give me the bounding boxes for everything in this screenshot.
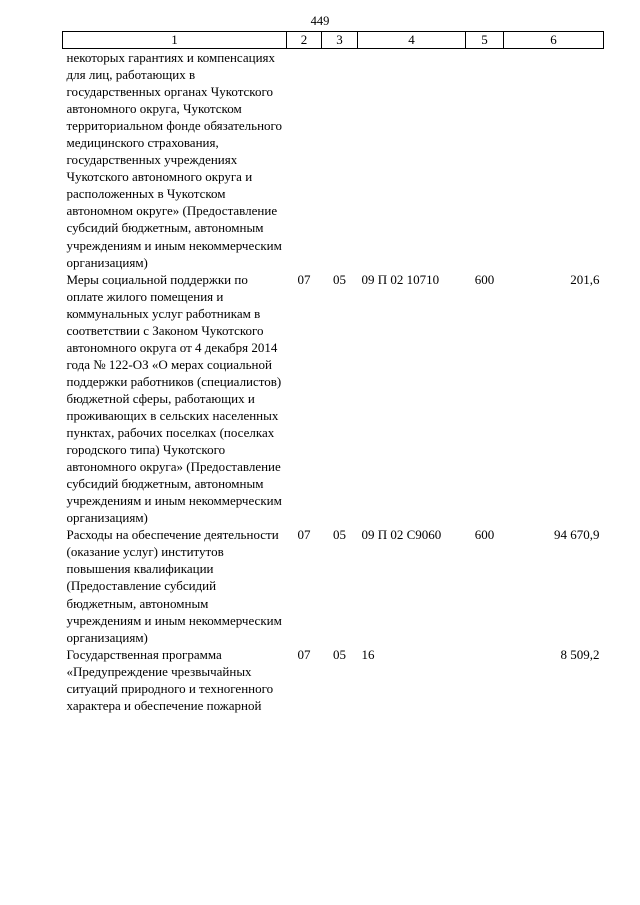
row-code: 16: [361, 646, 375, 662]
header-col-5: 5: [466, 32, 504, 49]
row-amount: 201,6: [570, 271, 600, 287]
row-subsection: 05: [333, 527, 346, 543]
row-name: Расходы на обеспечение деятельности (оказание услуг) институтов повышения квалификации (Предоставление субсидий бюджетным, автономным учреждениям и иным некоммерческим организациям): [66, 527, 282, 645]
row-code: [358, 49, 466, 271]
row-expense-type: [466, 646, 504, 714]
row-name: Меры социальной поддержки по оплате жилого помещения и коммунальных услуг работникам в соответствии с Законом Чукотского автономного округа от 4 декабря 2014 года № 122-ОЗ «О мерах социальной поддержки работников (специалистов) бюджетной сферы, работающих и проживающих в сельских населенных пунктах, рабочих поселках (поселках городского типа) Чукотского автономного округа» (Предоставление субсидий бюджетным, автономным учреждениям и иным некоммерческим организациям): [66, 271, 282, 526]
row-subsection: 05: [333, 271, 346, 287]
row-amount: 8 509,2: [560, 646, 600, 662]
row-name: некоторых гарантиях и компенсациях для лиц, работающих в государственных органах Чукотского автономного округа, Чукотском территориальном фонде обязательного медицинского страхования, государственных учреждениях Чукотского автономного округа и расположенных в Чукотском автономном округе» (Предоставление субсидий бюджетным, автономным учреждениям и иным некоммерческим организациям): [66, 50, 283, 270]
header-col-3: 3: [322, 32, 358, 49]
table-row: [63, 526, 604, 645]
table-row: [63, 646, 604, 714]
row-amount: [504, 49, 604, 271]
row-name: Государственная программа «Предупреждение чрезвычайных ситуаций природного и техногенного характера и обеспечение пожарной: [66, 646, 274, 713]
row-subsection: 05: [333, 646, 346, 662]
row-expense-type: 600: [474, 527, 495, 543]
page-number: 449: [310, 14, 330, 28]
row-section: 07: [297, 646, 311, 662]
column-number-header: [63, 32, 604, 49]
row-section: [287, 49, 322, 271]
row-code: 09 П 02 10710: [361, 271, 440, 287]
header-col-1: 1: [63, 32, 287, 49]
header-col-4: 4: [358, 32, 466, 49]
row-section: 07: [297, 271, 311, 287]
row-section: 07: [297, 527, 311, 543]
table-row: [63, 49, 604, 271]
header-col-6: 6: [504, 32, 604, 49]
table-row: [63, 271, 604, 527]
row-expense-type: 600: [474, 271, 495, 287]
row-subsection: [322, 49, 358, 271]
budget-table: [62, 31, 604, 714]
row-amount: 94 670,9: [554, 527, 600, 543]
header-col-2: 2: [287, 32, 322, 49]
row-code: 09 П 02 С9060: [361, 527, 442, 543]
row-expense-type: [466, 49, 504, 271]
